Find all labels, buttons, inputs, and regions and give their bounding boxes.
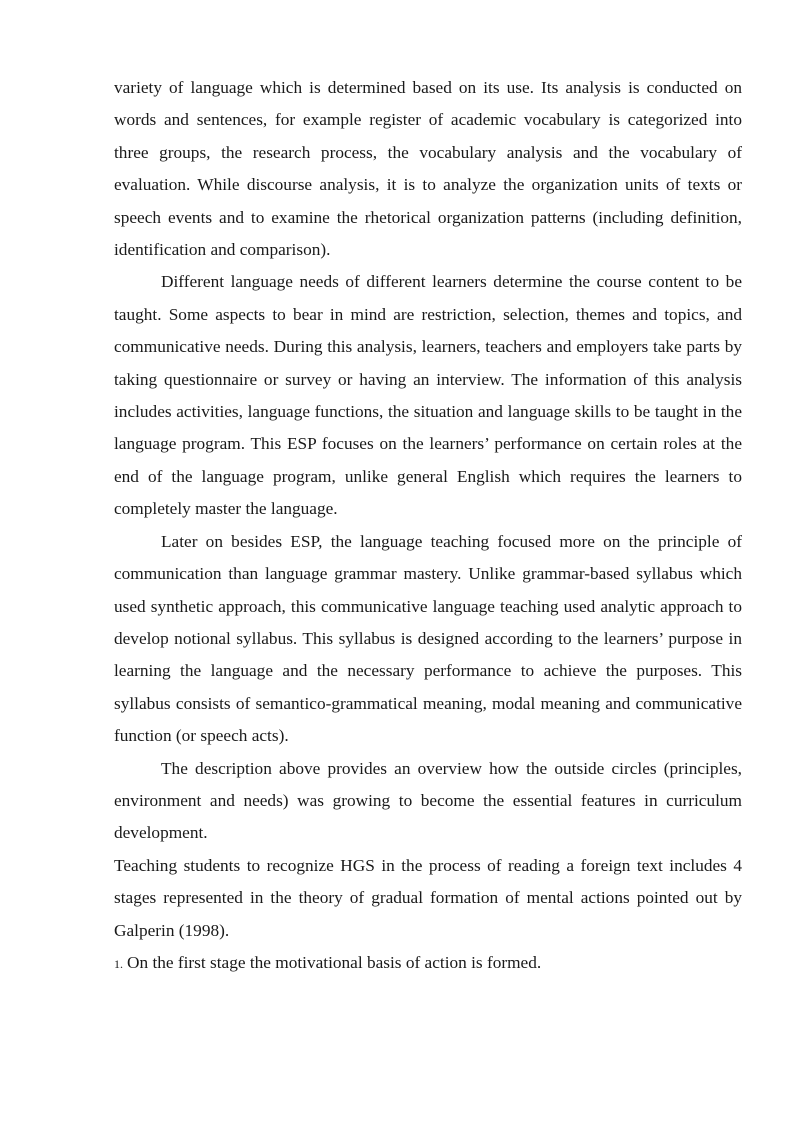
list-marker: 1. [114,956,123,971]
paragraph-overview: The description above provides an overview how the outside circles (principles, environment and needs) was growing to become the essential features in curriculum development. [114,758,742,843]
paragraph-learner-needs: Different language needs of different learners determine the course content to be taught. Some aspects to bear in mind are restriction, selection, themes and topics, and communicative needs. During this analysis, learners, teachers and employers take parts by taking questionnaire or survey or having an interview. The information of this analysis includes activities, language functions, the situation and language skills to be taught in the language program. This ESP focuses on the learners’ performance on certain roles at the end of the language program, unlike general English which requires the learners to completely master the language. [114,272,742,519]
paragraph-communicative-teaching: Later on besides ESP, the language teaching focused more on the principle of communication than language grammar mastery. Unlike grammar-based syllabus which used synthetic approach, this communicative language teaching used analytic approach to develop notional syllabus. This syllabus is designed according to the learners’ purpose in learning the language and the necessary performance to achieve the purposes. This syllabus consists of semantico-grammatical meaning, modal meaning and communicative function (or speech acts). [114,531,742,746]
paragraph-register-analysis: variety of language which is determined based on its use. Its analysis is conducted on words and sentences, for example register of academic vocabulary is categorized into three groups, the research process, the vocabulary analysis and the vocabulary of evaluation. While discourse analysis, it is to analyze the organization units of texts or speech events and to examine the rhetorical organization patterns (including definition, identification and comparison). [114,78,742,260]
paragraph-hgs-teaching: Teaching students to recognize HGS in the process of reading a foreign text includes 4 stages represented in the theory of gradual formation of mental actions pointed out by Galperin (1998). [114,855,742,940]
body-text [114,72,742,980]
list-item [114,947,742,980]
list-item-text: On the first stage the motivational basis of action is formed. [127,952,542,972]
